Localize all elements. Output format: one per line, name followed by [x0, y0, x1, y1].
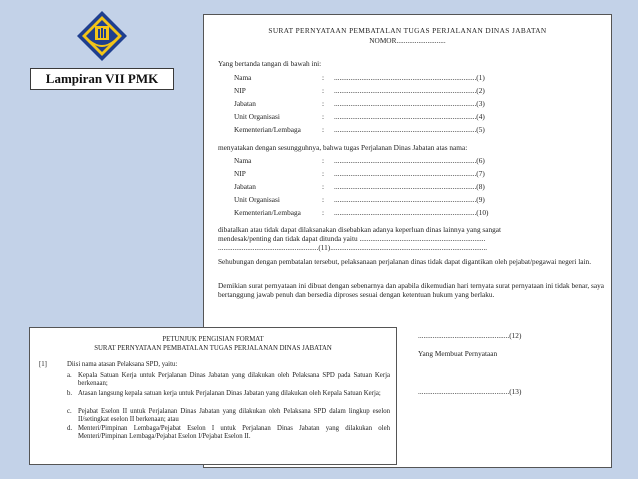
sign-place-date: ..................................................(12) [418, 331, 522, 340]
instruction-item-mark: d. [67, 425, 73, 432]
field-label: Unit Organisasi [234, 112, 280, 121]
instruction-item-text: Menteri/Pimpinan Lembaga/Pejabat Eselon I untuk Perjalanan Dinas Jabatan yang dilakukan oleh Menteri/Pimpinan Lembaga/Pejabat Eselon I/Pejabat Eselon II. [78, 425, 390, 441]
instruction-item-text: Atasan langsung kepala satuan kerja untuk Perjalanan Dinas Jabatan yang dilakukan oleh Kepala Satuan Kerja; [78, 390, 381, 397]
field-label: Nama [234, 73, 252, 82]
instruction-item-text: Kepala Satuan Kerja untuk Perjalanan Dinas Jabatan yang dilakukan oleh Pelaksana SPD pada Satuan Kerja berkenaan; [78, 372, 390, 388]
field-colon: : [322, 125, 325, 134]
field-blank: ..............................................................................(3) [334, 99, 485, 108]
instruction-item-mark: b. [67, 390, 73, 397]
field-colon: : [322, 86, 325, 95]
instruction-item-text: Pejabat Eselon II untuk Perjalanan Dinas Jabatan yang dilakukan oleh Pelaksana SPD dalam lingkup eselon II/setingkat eselon II berkenaan; atau [78, 408, 390, 424]
kemenkeu-emblem-icon [76, 10, 128, 62]
field-label: Jabatan [234, 99, 256, 108]
instructions-intro: Diisi nama atasan Pelaksana SPD, yaitu: [67, 361, 178, 368]
field-label: Jabatan [234, 182, 256, 191]
field-blank: ..............................................................................(7) [334, 169, 485, 178]
field-label: Unit Organisasi [234, 195, 280, 204]
field-colon: : [322, 156, 325, 165]
field-label: Nama [234, 156, 252, 165]
paragraph-closing: Demikian surat pernyataan ini dibuat dengan sebenarnya dan apabila dikemudian hari ternyata surat pernyataan ini tidak benar, saya bertanggung jawab penuh dan bersedia diproses sesuai dengan ketentuan hukum yang berlaku. [218, 281, 604, 300]
instruction-item-mark: a. [67, 372, 72, 379]
instruction-item-mark: c. [67, 408, 72, 415]
field-label: Kementerian/Lembaga [234, 208, 301, 217]
paragraph-cancel-reason-line1: dibatalkan atau tidak dapat dilaksanakan disebabkan adanya keperluan dinas lainnya yang sangat [218, 225, 502, 234]
slide-label: Lampiran VII PMK [30, 68, 174, 90]
field-colon: : [322, 73, 325, 82]
field-blank: ..............................................................................(10) [334, 208, 489, 217]
field-blank: ..............................................................................(5) [334, 125, 485, 134]
field-blank: ..............................................................................(6) [334, 156, 485, 165]
field-colon: : [322, 99, 325, 108]
instructions-heading: PETUNJUK PENGISIAN FORMAT [162, 336, 264, 343]
paragraph-cancel-reason-line2: mendesak/penting dan tidak dapat ditunda yaitu ..................................................................... [218, 234, 486, 243]
sign-title: Yang Membuat Pernyataan [418, 349, 498, 358]
field-label: Kementerian/Lembaga [234, 125, 301, 134]
instructions-subheading: SURAT PERNYATAAN PEMBATALAN TUGAS PERJALANAN DINAS JABATAN [94, 345, 332, 352]
field-colon: : [322, 169, 325, 178]
field-blank: ..............................................................................(4) [334, 112, 485, 121]
field-blank: ..............................................................................(9) [334, 195, 485, 204]
field-blank: ..............................................................................(1) [334, 73, 485, 82]
field-label: NIP [234, 169, 246, 178]
filling-instructions-box [29, 327, 397, 465]
instructions-number: [1] [39, 361, 47, 368]
form-number: NOMOR........................... [369, 36, 446, 45]
form-declaration: menyatakan dengan sesungguhnya, bahwa tugas Perjalanan Dinas Jabatan atas nama: [218, 143, 468, 152]
field-label: NIP [234, 86, 246, 95]
form-intro: Yang bertanda tangan di bawah ini: [218, 59, 322, 68]
field-colon: : [322, 208, 325, 217]
form-title: SURAT PERNYATAAN PEMBATALAN TUGAS PERJALANAN DINAS JABATAN [268, 26, 547, 35]
field-blank: ..............................................................................(8) [334, 182, 485, 191]
field-blank: ..............................................................................(2) [334, 86, 485, 95]
field-colon: : [322, 112, 325, 121]
paragraph-cancel-reason-line3: .......................................................(11)...................................................................................... [218, 243, 488, 252]
field-colon: : [322, 195, 325, 204]
field-colon: : [322, 182, 325, 191]
paragraph-no-replacement: Sehubungan dengan pembatalan tersebut, pelaksanaan perjalanan dinas tidak dapat digantikan oleh pejabat/pegawai negeri lain. [218, 257, 592, 266]
sign-name: ..................................................(13) [418, 387, 522, 396]
